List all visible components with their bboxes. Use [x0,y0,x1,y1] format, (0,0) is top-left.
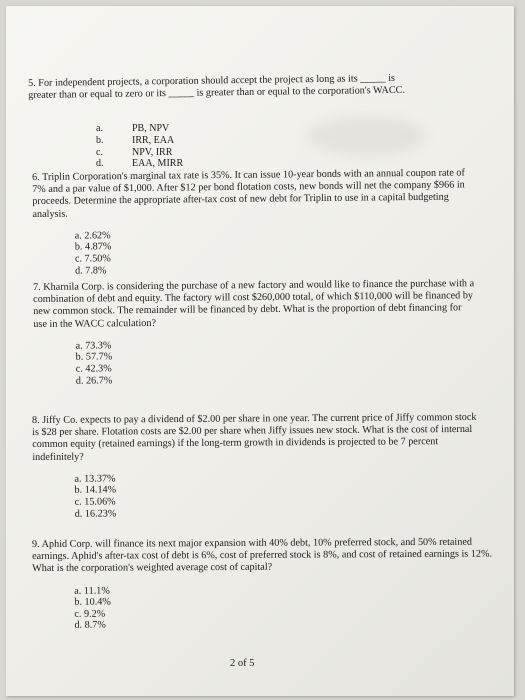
option-d: d. 26.7% [75,374,113,387]
option-c: c. 7.50% [74,253,111,265]
option-a: a. 73.3% [75,340,112,352]
option-letter: a. [96,123,103,134]
option-text: NPV, IRR [132,146,173,158]
option-row [96,123,183,135]
question-8 [32,412,479,520]
option-text: PB, NPV [132,123,170,134]
question-5 [28,71,498,102]
option-d: d. 16.23% [74,508,117,520]
option-d: d. 7.8% [74,264,107,277]
question-9-stem: 9. Aphid Corp. will finance its next major expansion with 40% debt, 10% preferred stock, and 50% retained earnings. Aphid's after-tax cost of debt is 6%, cost of preferred stock is 8%, and cost of retained earnings is 12%. What is the corporation's weighted average cost of capital? [32,536,493,575]
option-letter: d. [96,158,104,170]
question-6-stem: 6. Triplin Corporation's marginal tax rate is 35%. It can issue 10-year bonds with an annual coupon rate of 7% and a par value of $1,000. After $12 per bond flotation costs, new bonds will net the company $966 in proceeds. Determine the appropriate after-tax cost of new debt for Triplin to use in a capital budgeting analysis. [32,167,465,220]
option-a: a. 11.1% [74,585,110,597]
question-7-stem: 7. Kharnila Corp. is considering the purchase of a new factory and would like to finance the purchase with a combination of debt and equity. The factory will cost $260,000 total, of which $110,000 will be financed by new common stock. The remainder will be financed by debt. What is the proportion of debt financing for use in the WACC calculation? [33,278,475,330]
option-b: b. 14.14% [74,484,117,497]
option-text: IRR, EAA [132,134,175,146]
option-letter: c. [96,146,103,158]
option-row [96,147,183,159]
question-5-stem-line1: 5. For independent projects, a corporation should accept the project as long as its _____ is [28,72,396,89]
question-5-options [96,123,183,170]
question-8-options [74,471,478,520]
option-b: b. 4.87% [74,241,112,253]
background-smudge [306,116,426,156]
option-row [96,158,183,170]
option-c: c. 15.06% [74,496,116,508]
question-9-options [74,583,494,632]
question-8-stem: 8. Jiffy Co. expects to pay a dividend of $2.00 per share in one year. The current price of Jiffy common stock is $28 per share. Flotation costs are $2.00 per share when Jiffy issues new stock. What is the cost of internal common equity (retained earnings) if the long-term growth in dividends is projected to be 7 percent indefinitely? [32,411,477,463]
option-a: a. 13.37% [74,473,116,485]
question-6 [32,167,473,277]
question-5-stem-line2: greater than or equal to zero or its _____ is greater than or equal to the corporation's WACC. [28,84,406,102]
page-number: 2 of 5 [230,658,255,669]
question-6-options [75,226,473,277]
option-c: c. 9.2% [74,608,106,620]
exam-page [6,6,514,696]
option-b: b. 10.4% [74,596,111,608]
question-7-options [76,337,478,387]
option-d: d. 8.7% [74,620,106,632]
option-b: b. 57.7% [75,351,113,364]
option-row [96,135,183,147]
question-9 [32,537,494,632]
question-7 [33,278,478,387]
option-c: c. 42.3% [75,363,112,375]
option-letter: b. [96,134,104,146]
option-a: a. 2.62% [74,229,111,242]
option-text: EAA, MIRR [132,158,184,170]
